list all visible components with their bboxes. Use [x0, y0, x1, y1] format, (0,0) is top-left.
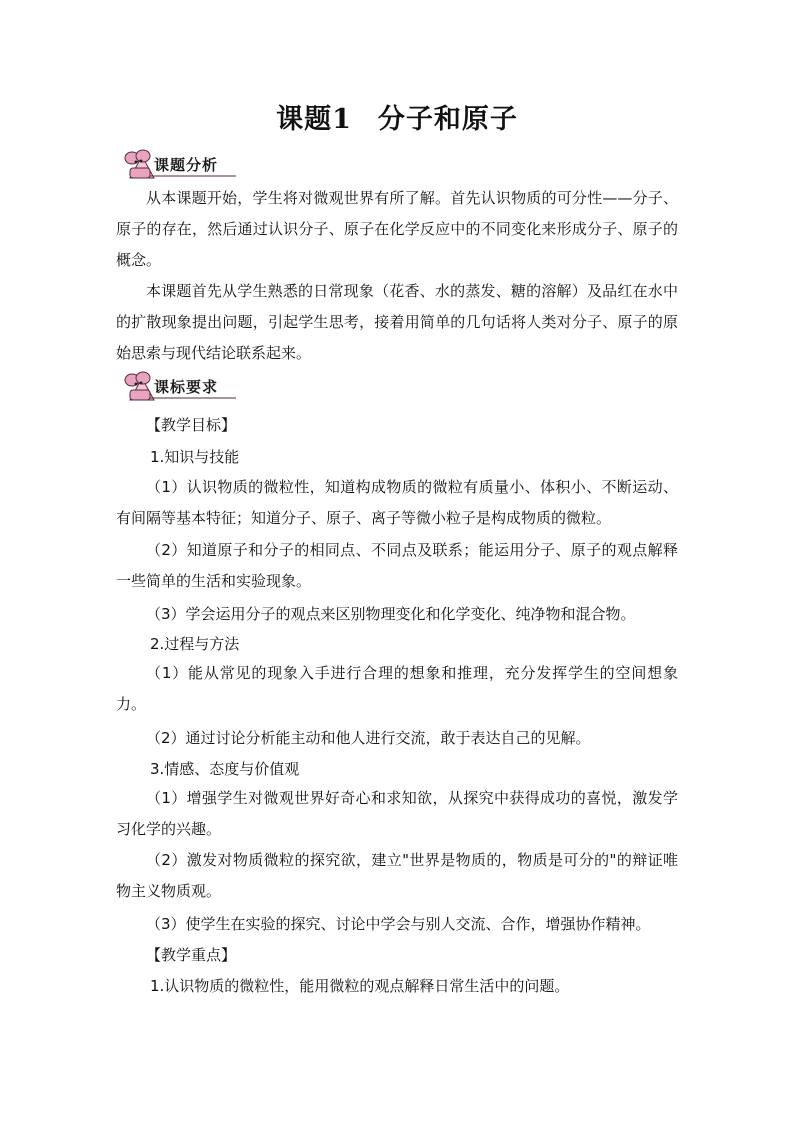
cartoon-mascot-icon — [116, 148, 346, 182]
lesson-title: 分子和原子 — [377, 104, 518, 135]
paragraph: （1）能从常见的现象入手进行合理的想象和推理，充分发挥学生的空间想象力。 — [116, 664, 678, 713]
section-header-analysis — [116, 148, 346, 182]
paragraph: 从本课题开始，学生将对微观世界有所了解。首先认识物质的可分性——分子、原子的存在，然后通过认识分子、原子在化学反应中的不同变化来形成分子、原子的概念。 — [116, 189, 678, 269]
paragraph: （2）知道原子和分子的相同点、不同点及联系；能运用分子、原子的观点解释一些简单的生活和实验现象。 — [116, 541, 678, 590]
paragraph: （1）增强学生对微观世界好奇心和求知欲，从探究中获得成功的喜悦，激发学习化学的兴趣。 — [116, 789, 678, 838]
paragraph: （3）使学生在实验的探究、讨论中学会与别人交流、合作，增强协作精神。 — [146, 915, 651, 933]
section-label: 课标要求 — [154, 378, 219, 396]
lesson-number: 课题1 — [276, 104, 352, 135]
paragraph: （2）通过讨论分析能主动和他人进行交流，敢于表达自己的见解。 — [146, 729, 591, 747]
cartoon-mascot-icon — [116, 370, 346, 404]
subheading: 3.情感、态度与价值观 — [150, 760, 300, 778]
subheading: 1.知识与技能 — [150, 448, 240, 466]
subheading: 2.过程与方法 — [150, 635, 240, 653]
paragraph: （2）激发对物质微粒的探究欲，建立"世界是物质的，物质是可分的"的辩证唯物主义物质观。 — [116, 851, 678, 900]
paragraph: 1.认识物质的微粒性，能用微粒的观点解释日常生活中的问题。 — [150, 977, 570, 995]
subheading: 【教学目标】 — [146, 416, 237, 434]
paragraph: （3）学会运用分子的观点来区别物理变化和化学变化、纯净物和混合物。 — [146, 605, 636, 623]
paragraph: （1）认识物质的微粒性，知道构成物质的微粒有质量小、体积小、不断运动、有间隔等基本特征；知道分子、原子、离子等微小粒子是构成物质的微粒。 — [116, 478, 678, 527]
paragraph: 本课题首先从学生熟悉的日常现象（花香、水的蒸发、糖的溶解）及品红在水中的扩散现象提出问题，引起学生思考，接着用简单的几句话将人类对分子、原子的原始思索与现代结论联系起来。 — [116, 282, 678, 362]
page-title — [0, 97, 794, 136]
subheading: 【教学重点】 — [146, 946, 237, 964]
section-header-requirements — [116, 370, 346, 404]
section-label: 课题分析 — [154, 156, 219, 174]
